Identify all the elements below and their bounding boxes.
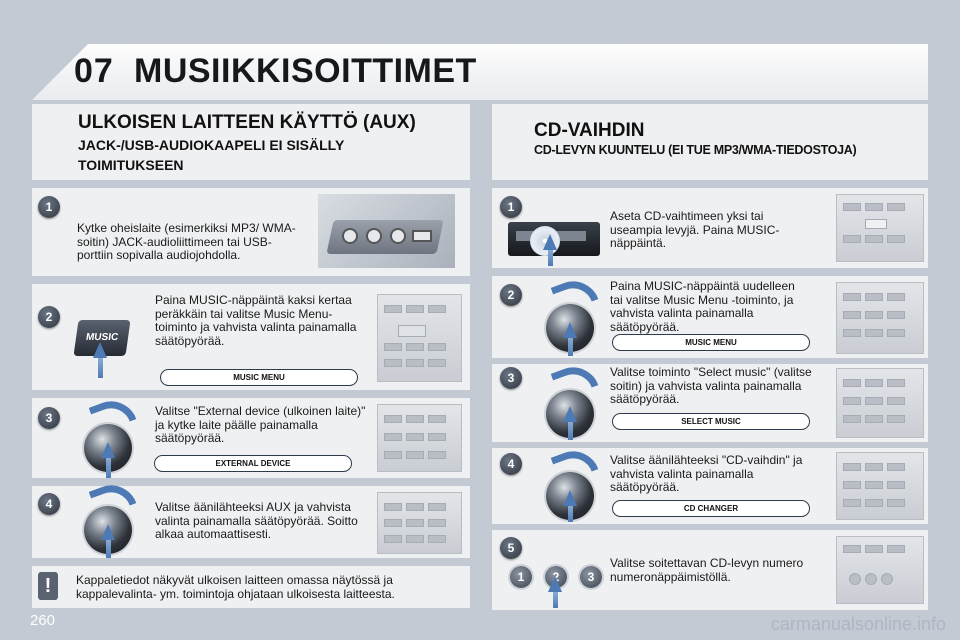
step-number-badge: 3 [38,407,60,429]
radio-unit-illustration [836,452,924,520]
radio-unit-illustration [836,368,924,438]
left-section-subtitle: JACK-/USB-AUDIOKAAPELI EI SISÄLLY TOIMITUKSEEN [78,137,345,173]
arrow-up-icon [548,248,553,266]
page-number: 260 [30,612,56,629]
step-number-badge: 2 [38,306,60,328]
arrow-up-icon [98,356,103,378]
step-number-badge: 3 [500,367,522,389]
note-text: Kappaletiedot näkyvät ulkoisen laitteen omassa näytössä ja kappalevalinta- ym. toimintoja ohjataan ulkoisesta laitteesta. [76,573,395,601]
chapter-number: 07 [74,52,114,90]
jack-socket-icon [342,228,358,244]
arrow-up-icon [106,456,111,478]
arrow-up-icon [553,590,558,608]
preset-key-1: 1 [510,566,532,588]
arrow-up-icon [568,420,573,440]
right-step-2-text: Paina MUSIC-näppäintä uudelleen tai valitse Music Menu -toiminto, ja vahvista valinta painamalla säätöpyörää. [610,279,795,334]
watermark: carmanualsonline.info [770,614,946,634]
left-step-2-text: Paina MUSIC-näppäintä kaksi kertaa peräkkäin tai valitse Music Menu-toiminto ja vahvista valinta painamalla säätöpyörää. [155,293,357,348]
radio-unit-illustration [836,282,924,354]
arrow-up-icon [568,504,573,522]
menu-label-pill: EXTERNAL DEVICE [154,455,352,472]
preset-key-3: 3 [580,566,602,588]
left-step-3-text: Valitse "External device (ulkoinen laite)" ja kytke laite päälle painamalla säätöpyörää. [155,404,366,445]
right-step-5-text: Valitse soitettavan CD-levyn numero numeronäppäimistöllä. [610,556,804,584]
step-number-badge: 4 [38,493,60,515]
radio-unit-illustration [836,536,924,604]
usb-port-icon [412,230,432,242]
jack-socket-icon [390,228,406,244]
left-section-title: ULKOISEN LAITTEEN KÄYTTÖ (AUX) [78,112,416,133]
usb-jack-port-illustration [318,194,455,268]
radio-unit-illustration [377,492,462,554]
right-step-4-text: Valitse äänilähteeksi "CD-vaihdin" ja vahvista valinta painamalla säätöpyörää. [610,453,803,494]
step-number-badge: 2 [500,284,522,306]
right-section-title: CD-VAIHDIN [534,120,645,141]
step-number-badge: 1 [38,196,60,218]
arrow-up-icon [568,336,573,356]
radio-unit-illustration [377,404,462,472]
right-step-1-text: Aseta CD-vaihtimeen yksi tai useampia levyjä. Paina MUSIC-näppäintä. [610,209,780,250]
menu-label-pill: CD CHANGER [612,500,810,517]
menu-label-pill: MUSIC MENU [612,334,810,351]
right-section-subtitle: CD-LEVYN KUUNTELU (EI TUE MP3/WMA-TIEDOSTOJA) [534,143,857,157]
menu-label-pill: SELECT MUSIC [612,413,810,430]
right-step-3-text: Valitse toiminto "Select music" (valitse soitin) ja vahvista valinta painamalla säätöpyörää. [610,365,812,406]
music-button-icon: MUSIC [73,320,130,356]
step-number-badge: 5 [500,537,522,559]
step-number-badge: 1 [500,196,522,218]
right-section-header [492,104,928,180]
chapter-title: MUSIIKKISOITTIMET [134,52,477,90]
menu-label-pill: MUSIC MENU [160,369,358,386]
warning-icon: ! [38,572,58,600]
radio-unit-illustration [836,194,924,262]
step-number-badge: 4 [500,453,522,475]
radio-unit-illustration [377,294,462,382]
arrow-up-icon [106,538,111,558]
jack-socket-icon [366,228,382,244]
left-step-4-text: Valitse äänilähteeksi AUX ja vahvista valinta painamalla säätöpyörää. Soitto alkaa automaattisesti. [155,500,358,541]
preset-key-2: 2 [545,566,567,588]
left-step-1-text: Kytke oheislaite (esimerkiksi MP3/ WMA-soitin) JACK-audioliittimeen tai USB-porttiin sopivalla audiojohdolla. [77,221,296,262]
